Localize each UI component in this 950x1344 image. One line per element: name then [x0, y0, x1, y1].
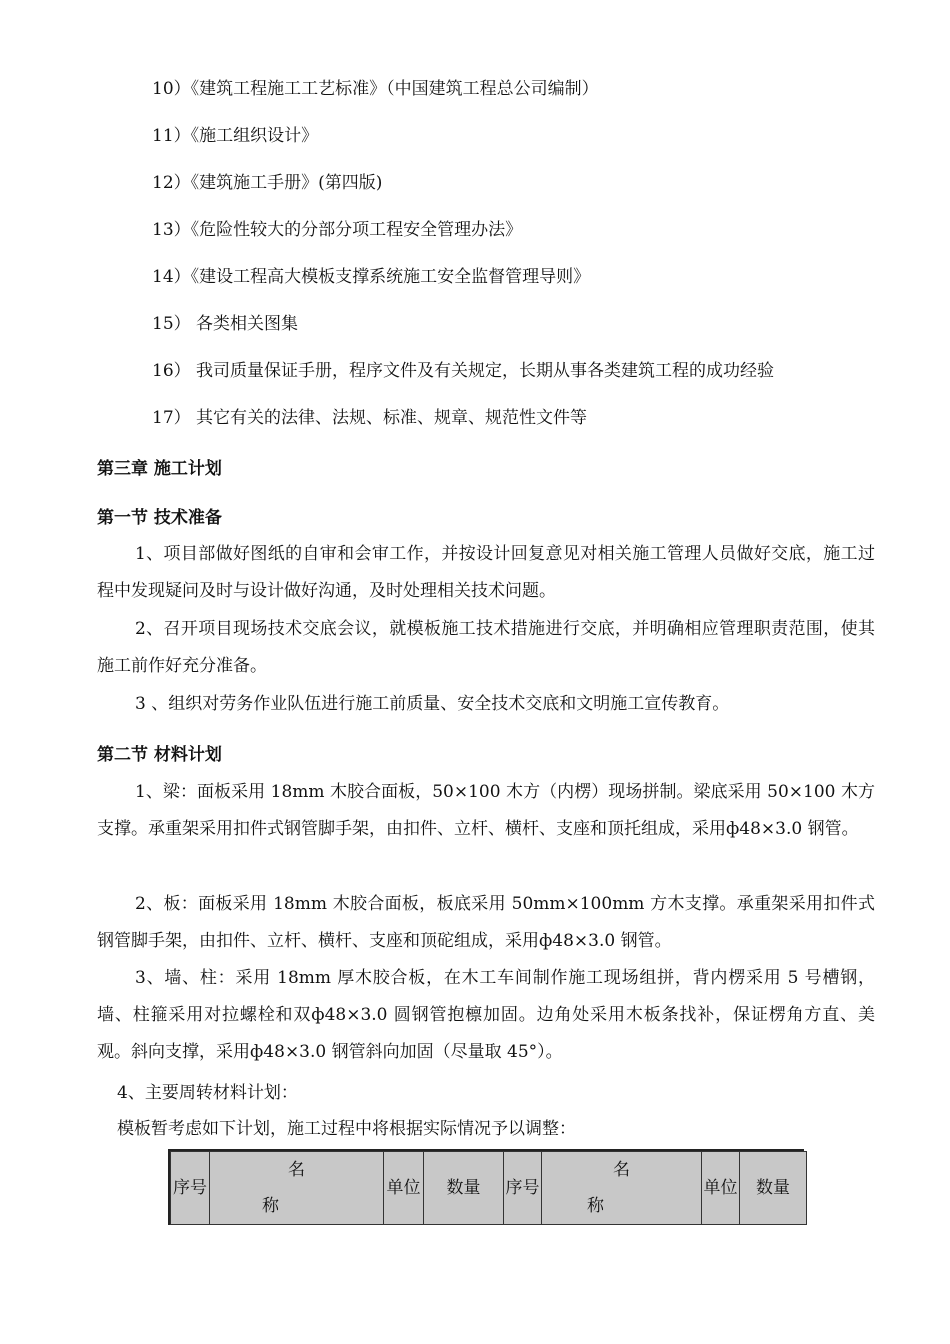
paragraph: 3 、组织对劳务作业队伍进行施工前质量、安全技术交底和文明施工宣传教育。 [135, 694, 730, 714]
column-header-unit: 单位 [384, 1152, 424, 1225]
reference-item: 10）《建筑工程施工工艺标准》（中国建筑工程总公司编制） [152, 79, 599, 99]
section-title: 第一节 技术准备 [97, 508, 222, 528]
paragraph: 2、召开项目现场技术交底会议，就模板施工技术措施进行交底，并明确相应管理职责范围，使其施工前作好充分准备。 [97, 619, 875, 676]
reference-item: 16） 我司质量保证手册，程序文件及有关规定，长期从事各类建筑工程的成功经验 [152, 361, 775, 381]
reference-item: 12）《建筑施工手册》(第四版) [152, 173, 383, 193]
reference-item: 11）《施工组织设计》 [152, 126, 319, 146]
column-header-index: 序号 [171, 1152, 210, 1225]
column-header-index: 序号 [504, 1152, 542, 1225]
table-header-row [171, 1152, 807, 1225]
note-text: 模板暂考虑如下计划，施工过程中将根据实际情况予以调整： [117, 1119, 576, 1139]
section-title: 第二节 材料计划 [97, 745, 222, 765]
column-header-quantity: 数量 [424, 1152, 504, 1225]
column-header-name: 名称 [542, 1152, 702, 1225]
column-header-unit: 单位 [702, 1152, 740, 1225]
reference-item: 14）《建设工程高大模板支撑系统施工安全监督管理导则》 [152, 267, 591, 287]
materials-table [168, 1149, 804, 1225]
paragraph: 1、梁：面板采用 18mm 木胶合面板，50×100 木方（内楞）现场拼制。梁底采用 50×100 木方支撑。承重架采用扣件式钢管脚手架，由扣件、立杆、横杆、支座和顶托组成，采用ф48×3.0 钢管。 [97, 782, 875, 839]
chapter-title: 第三章 施工计划 [97, 459, 222, 479]
paragraph: 3、墙、柱：采用 18mm 厚木胶合板，在木工车间制作施工现场组拼，背内楞采用 5 号槽钢，墙、柱箍采用对拉螺栓和双ф48×3.0 圆钢管抱檩加固。边角处采用木板条找补，保证楞角方直、美观。斜向支撑，采用ф48×3.0 钢管斜向加固（尽量取 45°）。 [97, 968, 875, 1062]
paragraph: 2、板：面板采用 18mm 木胶合面板，板底采用 50mm×100mm 方木支撑。承重架采用扣件式钢管脚手架，由扣件、立杆、横杆、支座和顶砣组成，采用ф48×3.0 钢管。 [97, 894, 875, 951]
reference-item: 13）《危险性较大的分部分项工程安全管理办法》 [152, 220, 523, 240]
reference-item: 15） 各类相关图集 [152, 314, 299, 334]
column-header-quantity: 数量 [740, 1152, 807, 1225]
column-header-name: 名称 [210, 1152, 384, 1225]
paragraph: 1、项目部做好图纸的自审和会审工作，并按设计回复意见对相关施工管理人员做好交底，施工过程中发现疑问及时与设计做好沟通，及时处理相关技术问题。 [97, 544, 875, 601]
reference-item: 17） 其它有关的法律、法规、标准、规章、规范性文件等 [152, 408, 588, 428]
list-item: 4、主要周转材料计划： [117, 1083, 298, 1103]
